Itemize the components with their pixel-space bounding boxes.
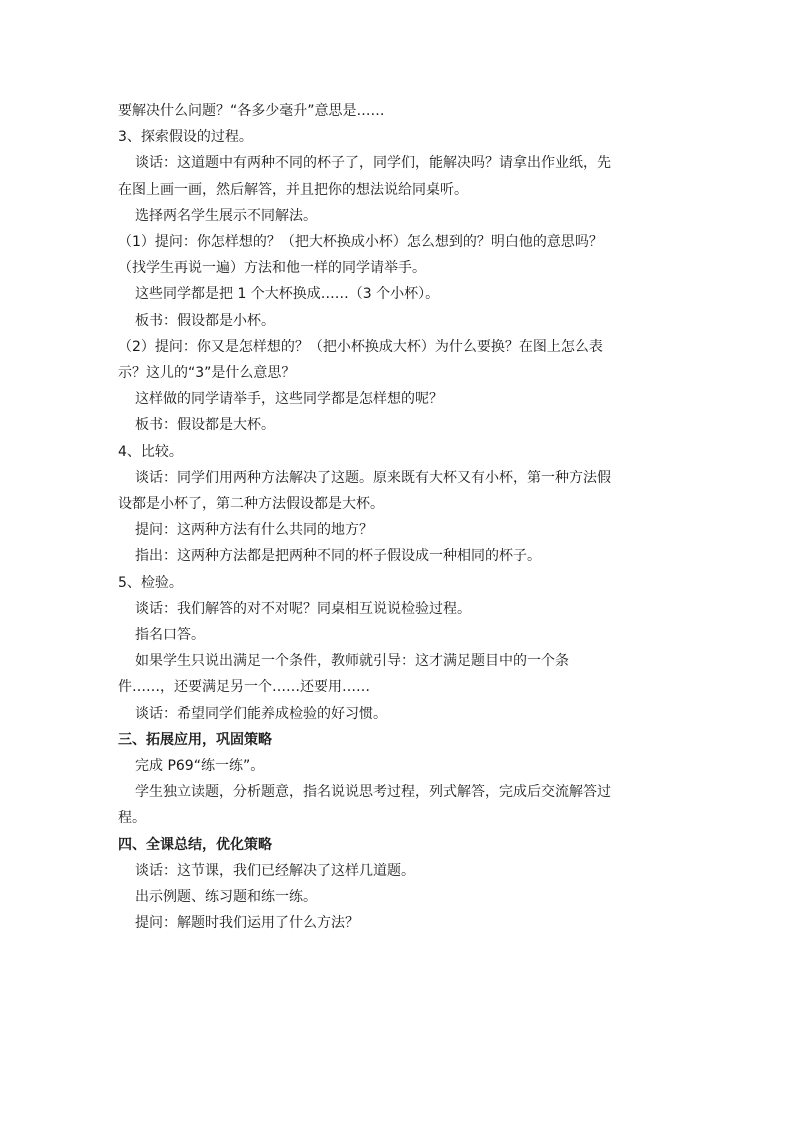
text-line: 谈话：同学们用两种方法解决了这题。原来既有大杯又有小杯，第一种方法假 (135, 469, 611, 486)
text-line: 在图上画一画，然后解答，并且把你的想法说给同桌听。 (118, 181, 468, 198)
text-line: 谈话：希望同学们能养成检验的好习惯。 (135, 705, 387, 722)
text-line: 3、探索假设的过程。 (118, 129, 253, 146)
text-line: 示？这儿的“3”是什么意思？ (118, 365, 296, 382)
text-line: 4、比较。 (118, 443, 183, 460)
text-line: 提问：解题时我们运用了什么方法？ (135, 915, 359, 932)
text-line: （2）提问：你又是怎样想的？（把小杯换成大杯）为什么要换？在图上怎么表 (118, 338, 603, 355)
text-line: （找学生再说一遍）方法和他一样的同学请举手。 (118, 260, 426, 277)
text-line: 指出：这两种方法都是把两种不同的杯子假设成一种相同的杯子。 (135, 548, 541, 565)
text-line: 这样做的同学请举手，这些同学都是怎样想的呢？ (135, 391, 443, 408)
text-line: 板书：假设都是大杯。 (135, 417, 275, 434)
section-heading: 三、拓展应用，巩固策略 (118, 731, 272, 748)
text-line: 谈话：我们解答的对不对呢？同桌相互说说检验过程。 (135, 600, 471, 617)
text-line: （1）提问：你怎样想的？（把大杯换成小杯）怎么想到的？明白他的意思吗？ (118, 234, 603, 251)
text-line: 这些同学都是把 1 个大杯换成……（3 个小杯）。 (135, 286, 440, 303)
text-line: 谈话：这节课，我们已经解决了这样几道题。 (135, 862, 415, 879)
text-line: 完成 P69“练一练”。 (135, 758, 265, 775)
text-line: 选择两名学生展示不同解法。 (135, 207, 317, 224)
text-line: 提问：这两种方法有什么共同的地方？ (135, 522, 373, 539)
text-line: 指名口答。 (135, 627, 205, 644)
text-line: 出示例题、练习题和练一练。 (135, 889, 317, 906)
text-line: 5、检验。 (118, 574, 183, 591)
text-line: 如果学生只说出满足一个条件，教师就引导：这才满足题目中的一个条 (135, 653, 569, 670)
text-line: 要解决什么问题？“各多少毫升”意思是…… (118, 103, 385, 119)
section-heading: 四、全课总结，优化策略 (118, 836, 272, 853)
text-line: 设都是小杯了，第二种方法假设都是大杯。 (118, 496, 384, 513)
text-line: 板书：假设都是小杯。 (135, 312, 275, 329)
text-line: 谈话：这道题中有两种不同的杯子了，同学们，能解决吗？请拿出作业纸，先 (135, 155, 611, 172)
document-body (118, 98, 678, 937)
text-line: 学生独立读题，分析题意，指名说说思考过程，列式解答，完成后交流解答过 (135, 784, 611, 801)
text-line: 件……，还要满足另一个……还要用…… (118, 679, 370, 696)
text-line: 程。 (118, 810, 146, 827)
